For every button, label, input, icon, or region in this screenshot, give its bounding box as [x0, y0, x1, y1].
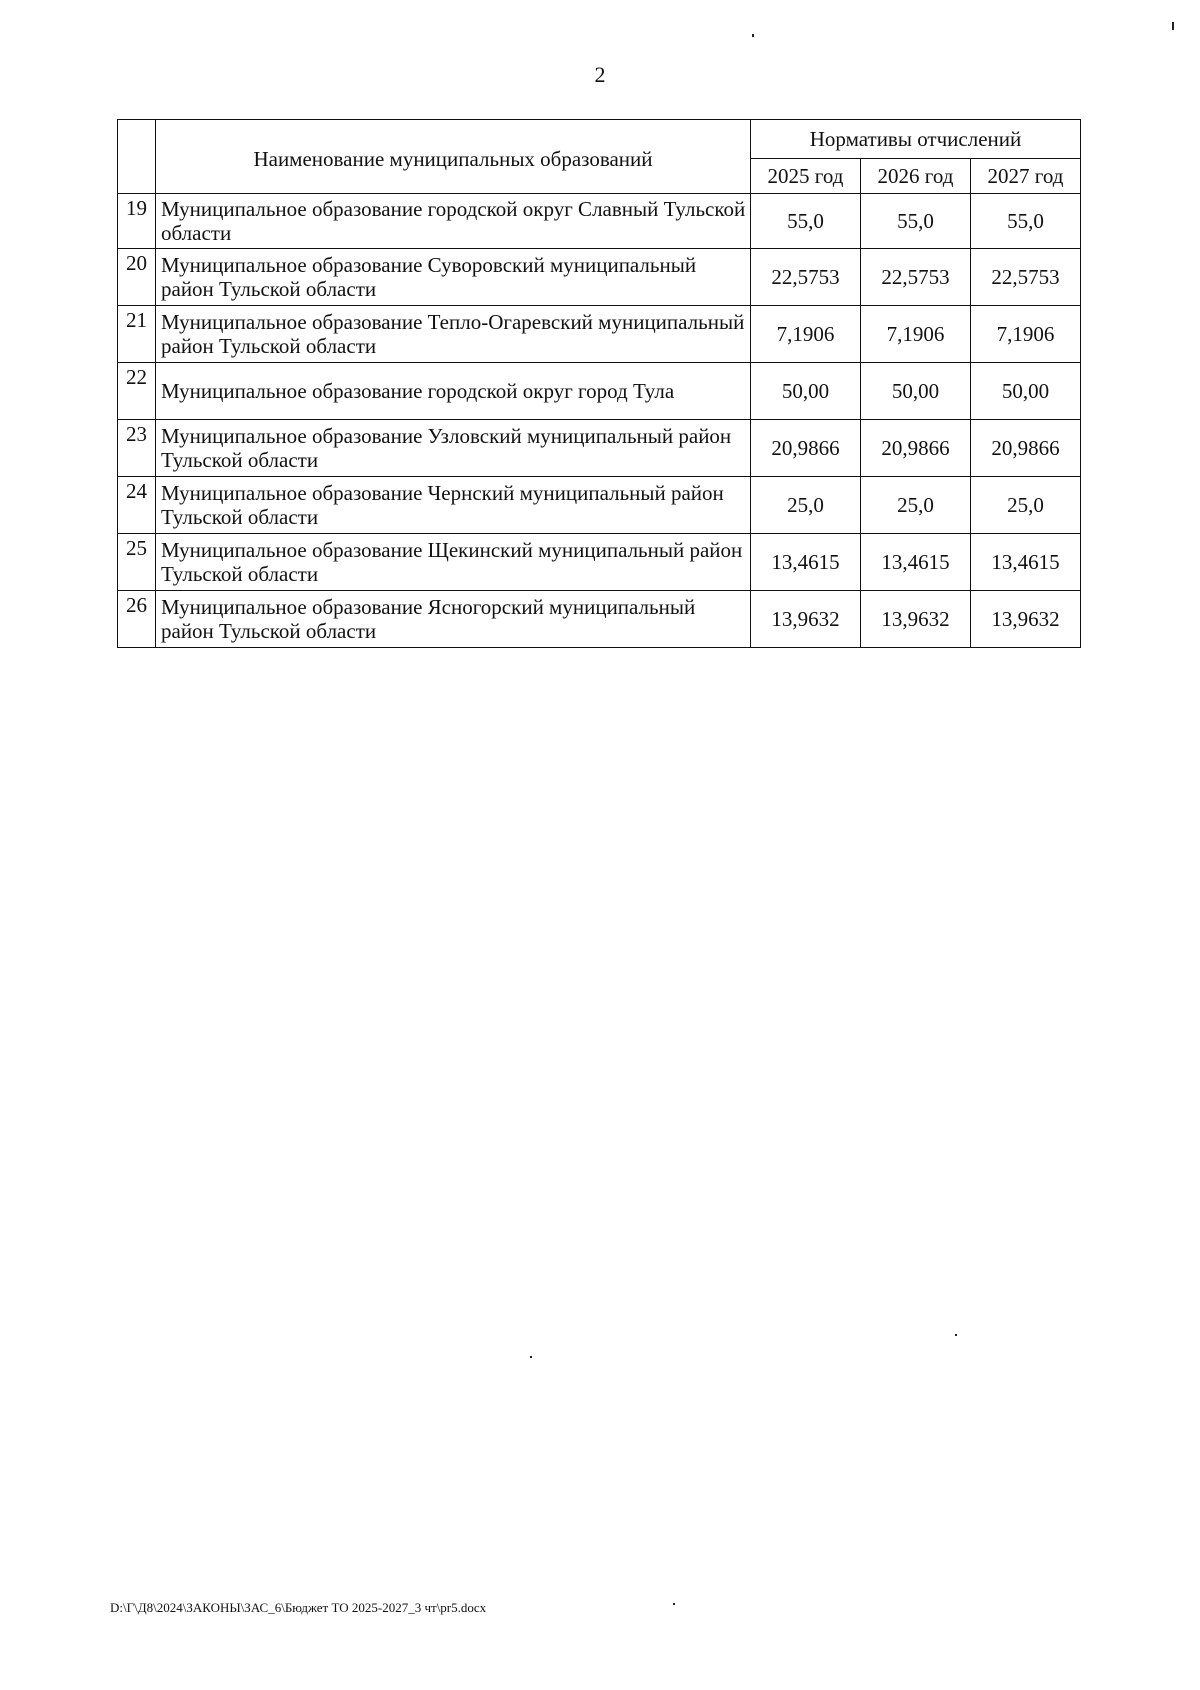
value-2025: 7,1906 [751, 306, 861, 363]
value-2025: 13,4615 [751, 534, 861, 591]
norms-table [117, 119, 1081, 648]
table-row [118, 306, 1081, 363]
header-year-2026: 2026 год [861, 159, 971, 194]
header-year-2025: 2025 год [751, 159, 861, 194]
value-2025: 25,0 [751, 477, 861, 534]
row-number: 26 [118, 591, 156, 648]
value-2026: 25,0 [861, 477, 971, 534]
value-2025: 50,00 [751, 363, 861, 420]
value-2026: 7,1906 [861, 306, 971, 363]
value-2026: 20,9866 [861, 420, 971, 477]
row-name: Муниципальное образование городской округ город Тула [156, 363, 751, 420]
row-name: Муниципальное образование Узловский муниципальный район Тульской области [156, 420, 751, 477]
scan-speck [1172, 22, 1174, 30]
value-2027: 13,4615 [971, 534, 1081, 591]
value-2027: 20,9866 [971, 420, 1081, 477]
table-row [118, 534, 1081, 591]
row-name: Муниципальное образование Ясногорский муниципальный район Тульской области [156, 591, 751, 648]
header-name: Наименование муниципальных образований [156, 120, 751, 194]
value-2025: 20,9866 [751, 420, 861, 477]
value-2027: 25,0 [971, 477, 1081, 534]
row-number: 21 [118, 306, 156, 363]
value-2027: 22,5753 [971, 249, 1081, 306]
page-number: 2 [594, 62, 606, 87]
value-2027: 55,0 [971, 194, 1081, 249]
header-norms: Нормативы отчислений [751, 120, 1081, 159]
value-2026: 55,0 [861, 194, 971, 249]
value-2025: 22,5753 [751, 249, 861, 306]
scan-speck [955, 1334, 957, 1336]
table-row [118, 591, 1081, 648]
footer-file-path: D:\Г\Д8\2024\ЗАКОНЫ\ЗАС_6\Бюджет ТО 2025-2027_3 чт\pr5.docx [110, 1600, 487, 1615]
value-2026: 50,00 [861, 363, 971, 420]
row-number: 22 [118, 363, 156, 420]
row-name: Муниципальное образование Суворовский муниципальный район Тульской области [156, 249, 751, 306]
value-2025: 55,0 [751, 194, 861, 249]
value-2026: 13,9632 [861, 591, 971, 648]
value-2026: 13,4615 [861, 534, 971, 591]
row-name: Муниципальное образование городской округ Славный Тульской области [156, 194, 751, 249]
header-number-cell [118, 120, 156, 194]
value-2026: 22,5753 [861, 249, 971, 306]
table-row [118, 363, 1081, 420]
table-row [118, 477, 1081, 534]
table-row [118, 194, 1081, 249]
value-2027: 7,1906 [971, 306, 1081, 363]
table-row [118, 420, 1081, 477]
row-number: 19 [118, 194, 156, 249]
row-name: Муниципальное образование Тепло-Огаревский муниципальный район Тульской области [156, 306, 751, 363]
row-name: Муниципальное образование Чернский муниципальный район Тульской области [156, 477, 751, 534]
row-number: 25 [118, 534, 156, 591]
row-number: 23 [118, 420, 156, 477]
table-row [118, 249, 1081, 306]
scan-speck [673, 1603, 675, 1605]
value-2027: 13,9632 [971, 591, 1081, 648]
scan-speck [530, 1356, 532, 1358]
row-name: Муниципальное образование Щекинский муниципальный район Тульской области [156, 534, 751, 591]
header-year-2027: 2027 год [971, 159, 1081, 194]
row-number: 20 [118, 249, 156, 306]
value-2027: 50,00 [971, 363, 1081, 420]
row-number: 24 [118, 477, 156, 534]
value-2025: 13,9632 [751, 591, 861, 648]
scan-speck [752, 34, 754, 37]
